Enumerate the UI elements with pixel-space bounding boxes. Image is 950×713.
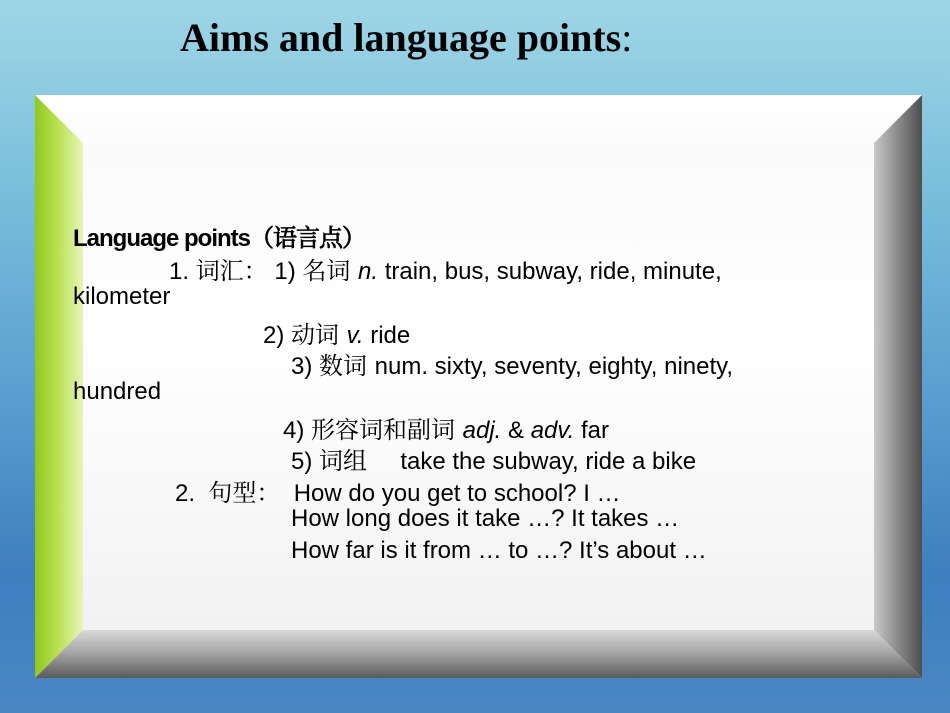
slide-title — [180, 14, 632, 61]
noun-words: train, bus, subway, ride, minute, — [378, 258, 722, 285]
vocab-line — [169, 251, 722, 286]
verb-number: 2) — [263, 322, 292, 349]
numeral-words-continued: hundred — [73, 378, 162, 405]
vocab-label: 词汇： — [195, 257, 268, 285]
numeral-line — [291, 346, 733, 381]
slide-title-colon: : — [621, 15, 633, 60]
phrase-number: 5) — [291, 448, 320, 475]
numeral-number: 3) — [291, 353, 320, 380]
phrase-words: take the subway, ride a bike — [367, 448, 697, 475]
sentence-pattern-label: 句型： — [208, 479, 281, 507]
numeral-words: num. sixty, seventy, eighty, ninety, — [374, 353, 734, 380]
content-panel — [35, 95, 922, 678]
panel-bevel-bottom — [35, 630, 922, 678]
slide-title-text: Aims and language points — [180, 15, 622, 60]
verb-words: ride — [363, 322, 411, 349]
adj-adv-label: 形容词和副词 — [311, 416, 463, 444]
sentence-pattern-line — [175, 473, 621, 508]
panel-bevel-right — [874, 95, 922, 678]
sentence-pattern-3: How far is it from … to …? It’s about … — [291, 537, 707, 564]
vocab-sub-number: 1) — [267, 258, 303, 285]
vocab-number: 1. — [169, 258, 196, 285]
noun-label: 名词 — [302, 257, 359, 285]
numeral-label: 数词 — [319, 352, 375, 380]
noun-abbr: n. — [358, 258, 379, 285]
language-points-heading: Language points（语言点） — [73, 225, 365, 252]
adj-adv-ampersand: & — [501, 417, 531, 444]
verb-abbr: v. — [346, 322, 364, 349]
noun-words-continued: kilometer — [73, 283, 171, 310]
sentence-pattern-number: 2. — [175, 480, 209, 507]
adj-adv-words: far — [574, 417, 609, 444]
adj-adv-number: 4) — [283, 417, 312, 444]
adv-abbr: adv. — [530, 417, 575, 444]
adj-adv-line — [283, 410, 609, 445]
phrase-label: 词组 — [319, 447, 368, 475]
verb-label: 动词 — [291, 321, 347, 349]
verb-line — [263, 315, 410, 350]
sentence-pattern-1: How do you get to school? I … — [280, 480, 621, 507]
phrase-line — [291, 441, 696, 476]
adj-abbr: adj. — [462, 417, 502, 444]
sentence-pattern-2: How long does it take …? It takes … — [291, 505, 680, 532]
